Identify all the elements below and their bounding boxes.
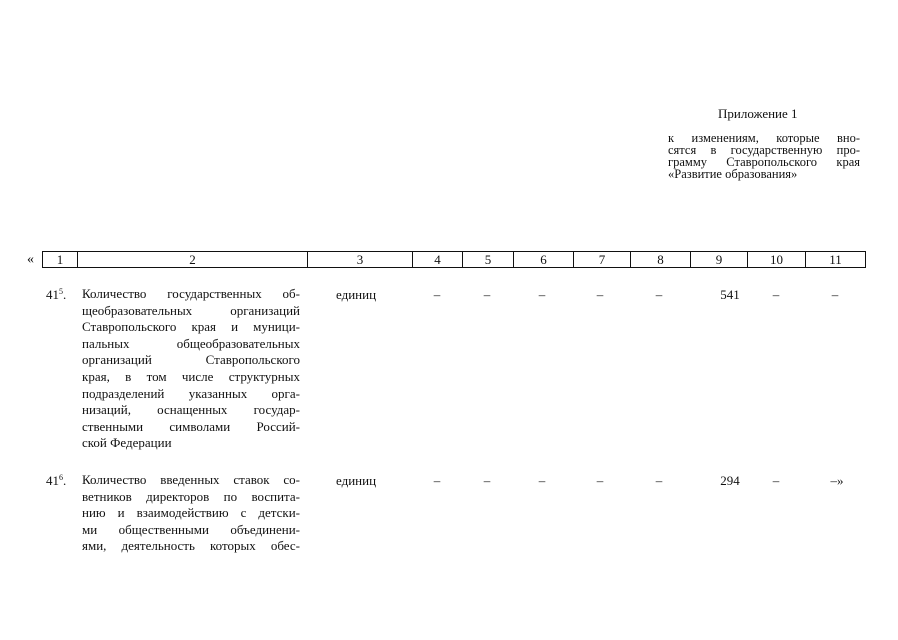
row-value: –	[433, 287, 441, 302]
column-header: 10	[748, 252, 806, 267]
column-header: 2	[78, 252, 308, 267]
row-value: –	[483, 287, 491, 302]
row-value: –	[538, 287, 546, 302]
column-header: 7	[574, 252, 631, 267]
row-value: –	[596, 473, 604, 488]
description-line: ветников директоров по воспита-	[82, 488, 300, 504]
table-header-row	[42, 251, 866, 268]
description-line: ственными символами Россий-	[82, 418, 300, 434]
row-number: $41^6$.	[46, 473, 67, 488]
description-line: Количество введенных ставок со-	[82, 472, 300, 487]
column-header: 9	[691, 252, 748, 267]
appendix-subtitle-line: грамму Ставропольского края	[668, 155, 860, 169]
appendix-title: Приложение 1	[718, 106, 798, 121]
row-value: –	[596, 287, 604, 302]
row-description	[82, 286, 300, 452]
appendix-subtitle-line: «Развитие образования»	[668, 167, 798, 181]
row-unit: единиц	[336, 473, 377, 488]
row-value: –	[772, 473, 780, 488]
column-header: 1	[43, 252, 78, 267]
row-value: –	[655, 473, 663, 488]
column-header: 6	[514, 252, 574, 267]
table-open-quote: «	[27, 252, 34, 267]
row-value: 294	[720, 473, 740, 488]
column-header: 8	[631, 252, 691, 267]
description-line: пальных общеобразовательных	[82, 335, 300, 351]
row-value: –	[831, 287, 839, 302]
description-line: ми общественными объединени-	[82, 521, 300, 537]
column-header: 11	[829, 252, 842, 267]
row-value: –	[483, 473, 491, 488]
description-line: низаций, оснащенных государ-	[82, 402, 300, 418]
row-value: –»	[830, 473, 844, 488]
appendix-subtitle-line: сятся в государственную про-	[668, 143, 860, 157]
description-line: ской Федерации	[82, 435, 172, 451]
description-line: края, в том числе структурных	[82, 368, 300, 384]
row-description	[82, 472, 300, 555]
description-line: нию и взаимодействию с детски-	[82, 505, 300, 521]
description-line: подразделений указанных орга-	[82, 385, 300, 401]
description-line: Количество государственных об-	[82, 286, 300, 301]
row-value: 541	[720, 287, 740, 302]
appendix-subtitle-line: к изменениям, которые вно-	[668, 131, 860, 145]
description-line: щеобразовательных организаций	[82, 302, 300, 318]
column-header: 3	[308, 252, 413, 267]
appendix-subtitle	[668, 132, 860, 180]
row-value: –	[538, 473, 546, 488]
row-number: $41^5$.	[46, 287, 67, 302]
row-value: –	[433, 473, 441, 488]
description-line: организаций Ставропольского	[82, 352, 300, 368]
row-value: –	[655, 287, 663, 302]
column-header: 5	[463, 252, 514, 267]
row-unit: единиц	[336, 287, 377, 302]
description-line: Ставропольского края и муници-	[82, 319, 300, 335]
column-header: 4	[413, 252, 463, 267]
description-line: ями, деятельность которых обес-	[82, 538, 300, 554]
row-value: –	[772, 287, 780, 302]
